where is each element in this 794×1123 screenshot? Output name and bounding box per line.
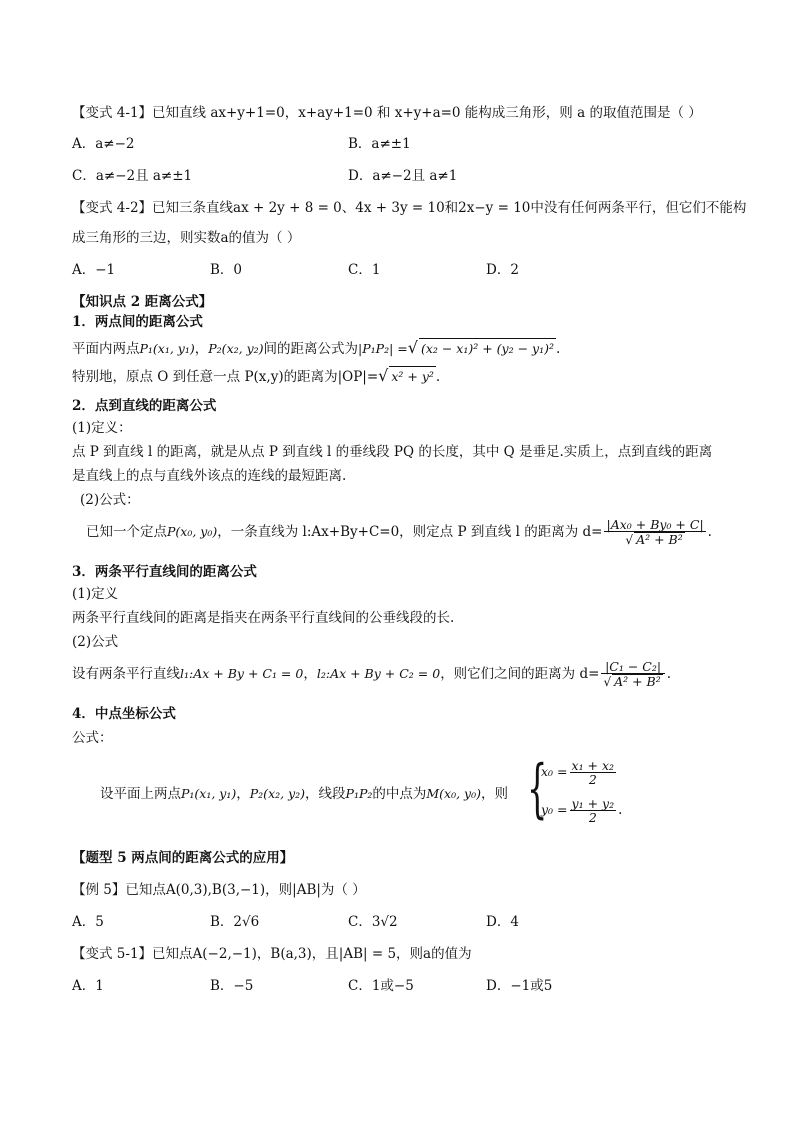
- s3-line-l2: l₂:Ax + By + C₂ = 0: [316, 666, 441, 681]
- s4-comma: ，: [236, 786, 250, 802]
- variant-4-1-option-d: D．a≠−2且 a≠1: [348, 168, 458, 184]
- y0-lhs: y₀ =: [541, 802, 568, 817]
- s2-fraction-numerator: |Ax₀ + By₀ + C|: [606, 517, 704, 532]
- example-5-option-c: C．3√2: [348, 914, 398, 930]
- s2-def-line2: 是直线上的点与直线外该点的连线的最短距离.: [72, 468, 347, 484]
- y0-fraction: [570, 797, 617, 824]
- s3-title: 3．两条平行直线间的距离公式: [72, 564, 257, 580]
- y0-denominator: 2: [588, 810, 597, 825]
- s1-point-p2: P₂(x₂, y₂): [208, 341, 264, 356]
- midpoint-system: [527, 753, 637, 833]
- s2-denominator-radicand: A² + B²: [636, 532, 683, 547]
- s2-formula-label: (2)公式：: [80, 492, 140, 508]
- x0-lhs: x₀ =: [541, 764, 568, 779]
- s4-label: 公式：: [72, 730, 113, 746]
- x0-numerator: x₁ + x₂: [571, 758, 615, 773]
- s1-line2-text: 特别地，原点 O 到任意一点 P(x,y)的距离为|OP|=: [72, 369, 379, 385]
- example-5-stem: 【例 5】已知点A(0,3),B(3,−1)，则|AB|为（ ）: [72, 882, 366, 898]
- s4-midpoint: M(x₀, y₀): [426, 786, 482, 801]
- variant-4-2-stem-line2: 成三角形的三边，则实数a的值为（ ）: [72, 230, 301, 246]
- s2-text-a: 已知一个定点: [86, 524, 167, 540]
- s4-text-a: 设平面上两点: [100, 786, 181, 802]
- s1-text-b: 间的距离公式为: [263, 341, 359, 357]
- s2-title: 2．点到直线的距离公式: [72, 398, 217, 414]
- s4-text-b: ，线段: [305, 786, 346, 802]
- sqrt-sign: √: [378, 366, 389, 385]
- variant-4-1-option-c: C．a≠−2且 a≠±1: [72, 168, 193, 184]
- variant-4-2-option-a: A．−1: [72, 262, 116, 278]
- s3-fraction: [601, 660, 664, 689]
- s4-title: 4．中点坐标公式: [72, 706, 176, 722]
- variant-5-1-option-d: D．−1或5: [486, 978, 553, 994]
- left-brace: {: [527, 752, 548, 826]
- s3-text-b: ，则它们之间的距离为 d=: [440, 666, 600, 682]
- s3-fraction-denominator: [601, 674, 664, 689]
- knowledge-2-header: 【知识点 2 距离公式】: [72, 294, 213, 310]
- s4-point-p2: P₂(x₂, y₂): [249, 786, 306, 801]
- s2-point: P(x₀, y₀): [167, 524, 218, 539]
- y0-numerator: y₁ + y₂: [571, 796, 615, 811]
- s3-def-text: 两条平行直线间的距离是指夹在两条平行直线间的公垂线段的长.: [72, 610, 455, 626]
- s2-def-line1: 点 P 到直线 l 的距离，就是从点 P 到直线 l 的垂线段 PQ 的长度，其中 Q 是垂足.实质上，点到直线的距离: [72, 444, 713, 460]
- s3-denominator-radicand: A² + B²: [614, 674, 661, 689]
- x0-equation: [541, 759, 618, 786]
- s4-segment: P₁P₂: [345, 786, 373, 801]
- s2-fraction-denominator: [604, 532, 705, 547]
- s2-fraction: [604, 518, 705, 547]
- s1-line2: 特别地，原点 O 到任意一点 P(x,y)的距离为|OP|=√ x² + y² .: [72, 366, 441, 385]
- variant-4-1-stem: 【变式 4-1】已知直线 ax+y+1=0，x+ay+1=0 和 x+y+a=0 能构成三角形，则 a 的取值范围是（ ）: [72, 105, 702, 121]
- topic-5-header: 【题型 5 两点间的距离公式的应用】: [72, 850, 294, 866]
- example-5-option-b: B．2√6: [210, 914, 260, 930]
- variant-4-1-option-b: B．a≠±1: [348, 136, 411, 152]
- s1-line2-radicand: x² + y²: [389, 366, 436, 387]
- s4-text-c: 的中点为: [372, 786, 427, 802]
- s3-text-a: 设有两条平行直线: [72, 666, 180, 682]
- s2-def-label: (1)定义：: [72, 420, 132, 436]
- s1-comma: ，: [194, 341, 209, 357]
- s3-line-l1: l₁:Ax + By + C₁ = 0: [180, 666, 304, 681]
- s1-formula-lhs: |P₁P₂| =: [358, 341, 408, 356]
- s1-line1: 平面内两点P₁(x₁, y₁)，P₂(x₂, y₂)间的距离公式为|P₁P₂| =√ (x₂ − x₁)² + (y₂ − y₁)² .: [72, 338, 561, 357]
- s3-def-label: (1)定义: [72, 586, 119, 602]
- sqrt-sign: √: [603, 675, 612, 689]
- s1-text-a: 平面内两点: [72, 341, 140, 357]
- variant-5-1-option-a: A．1: [72, 978, 104, 994]
- x0-denominator: 2: [588, 772, 597, 787]
- variant-4-2-option-b: B．0: [210, 262, 243, 278]
- sqrt-sign: √: [407, 338, 418, 357]
- s3-formula-label: (2)公式: [72, 634, 119, 650]
- s2-formula-line: 已知一个定点P(x₀, y₀)，一条直线为 l:Ax+By+C=0，则定点 P 到直线 l 的距离为 d= $\frac{\text{|Ax₀ + By₀ + C|}}{\text{√ A² + B²}}$ .: [86, 517, 712, 547]
- s1-formula-radicand: (x₂ − x₁)² + (y₂ − y₁)²: [419, 338, 556, 359]
- variant-4-2-option-c: C．1: [348, 262, 381, 278]
- example-5-option-d: D．4: [486, 914, 519, 930]
- variant-5-1-stem: 【变式 5-1】已知点A(−2,−1)，B(a,3)，且|AB| = 5，则a的值为: [72, 946, 472, 962]
- variant-4-1-option-a: A．a≠−2: [72, 136, 135, 152]
- example-5-option-a: A．5: [72, 914, 104, 930]
- sqrt-sign: √: [625, 533, 634, 547]
- y0-equation: y₀ = $\frac{\text{y₁ + y₂}}{2}$ .: [541, 796, 623, 825]
- x0-fraction: [570, 759, 617, 786]
- s2-text-b: ，一条直线为 l:Ax+By+C=0，则定点 P 到直线 l 的距离为 d=: [217, 524, 603, 540]
- s4-point-p1: P₁(x₁, y₁): [181, 786, 237, 801]
- variant-5-1-option-c: C．1或−5: [348, 978, 414, 994]
- s4-text-d: ，则: [481, 786, 509, 802]
- variant-4-2-option-d: D．2: [486, 262, 519, 278]
- s1-point-p1: P₁(x₁, y₁): [139, 341, 195, 356]
- variant-5-1-option-b: B．−5: [210, 978, 254, 994]
- s1-title: 1．两点间的距离公式: [72, 314, 203, 330]
- variant-4-2-stem-line1: 【变式 4-2】已知三条直线ax + 2y + 8 = 0、4x + 3y = 10和2x−y = 10中没有任何两条平行，但它们不能构: [72, 200, 747, 216]
- s3-formula-line: 设有两条平行直线l₁:Ax + By + C₁ = 0，l₂:Ax + By + C₂ = 0，则它们之间的距离为 d= $\frac{\text{|C₁ − C₂|}}{\text{√ A² + B²}}$ .: [72, 659, 672, 689]
- s4-text-line: [100, 784, 508, 804]
- s3-comma: ，: [303, 666, 317, 682]
- s3-fraction-numerator: |C₁ − C₂|: [601, 660, 664, 674]
